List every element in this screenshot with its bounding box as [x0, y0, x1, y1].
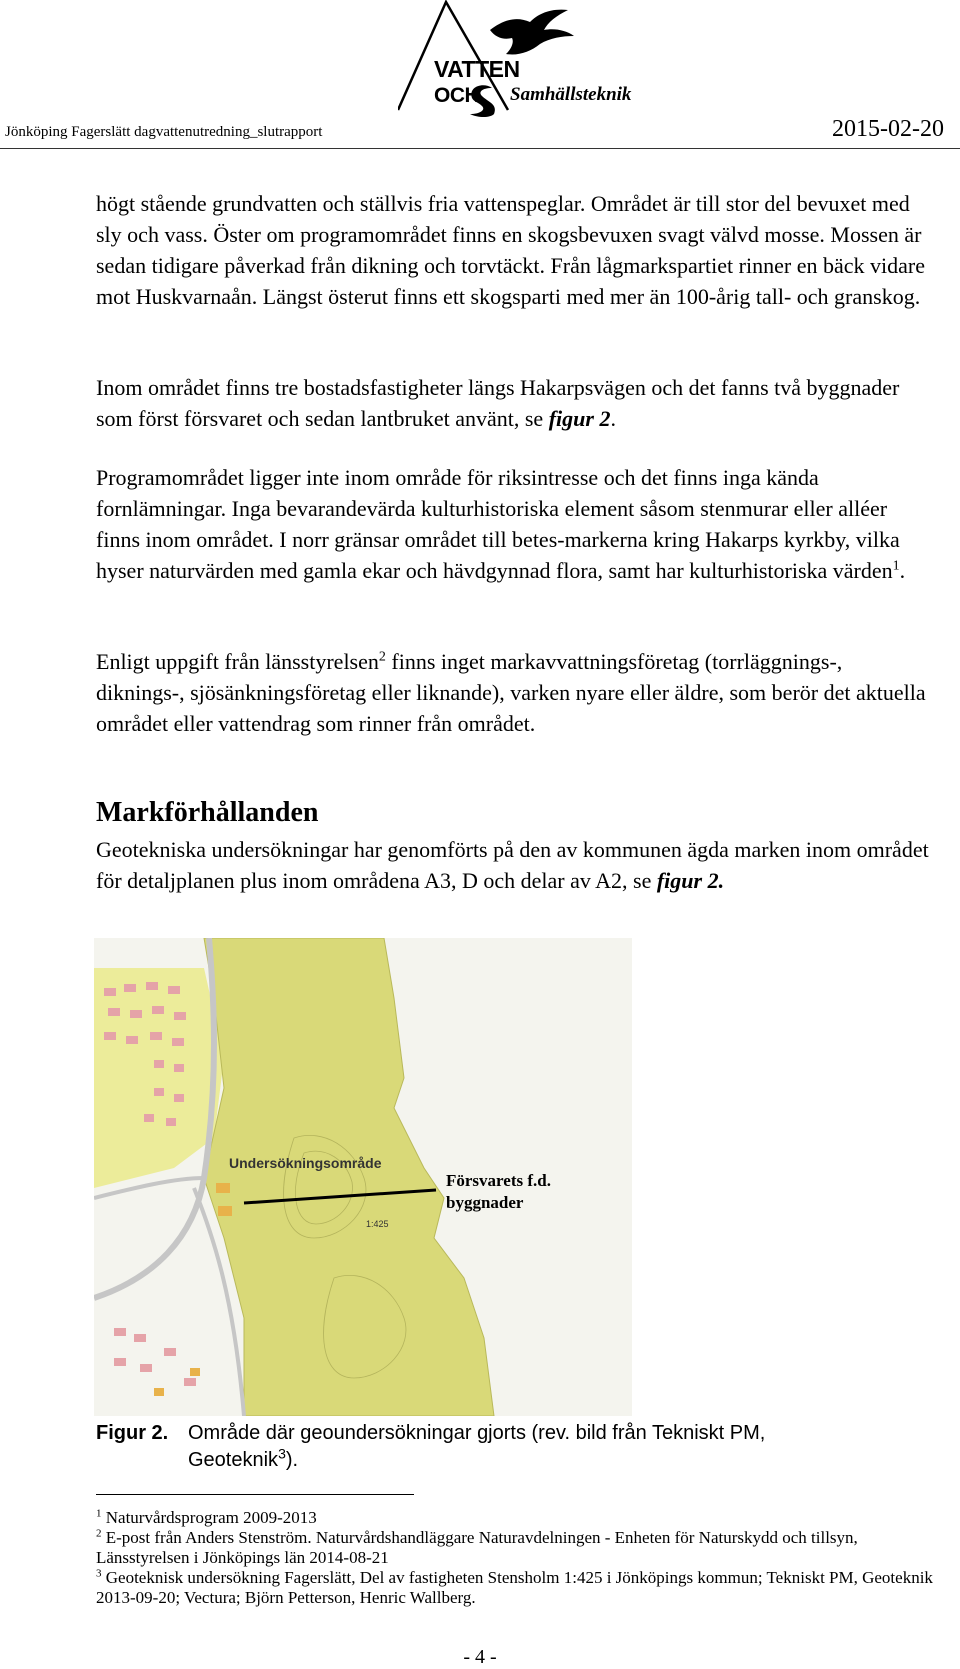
map-area-label: Undersökningsområde — [229, 1155, 382, 1171]
paragraph-area-description: högt stående grundvatten och ställvis fria vattenspeglar. Området är till stor del bevuxet med sly och vass. Öster om programområdet finns en skogsbevuxen svagt välvd mosse. Mossen är sedan tidigare påverkad från dikning och torvtäckt. Från lågmarkspartiet rinner en bäck vidare mot Huskvarnaån. Längst österut finns ett skogsparti med mer än 100-årig tall- och granskog. — [96, 191, 925, 309]
map-plot-number: 1:425 — [366, 1219, 389, 1229]
paragraph-drainage-rest: finns inget markavvattningsföretag (torrläggnings-, diknings-, sjösänkningsföretag eller liknande), varken nyare eller äldre, som berör det aktuella området eller vattendrag som rinner från området. — [96, 649, 926, 736]
footnote-1: $^1$ Naturvårdsprogram 2009-2013 — [96, 1507, 317, 1527]
paragraph-cultural-text: Programområdet ligger inte inom område för riksintresse och det finns inga kända fornlämningar. Inga bevarandevärda kulturhistoriska element såsom stenmurar eller alléer finns inom området. I norr gränsar området till betes-markerna kring Hakarps kyrkby, vilka hyser naturvärden med gamla ekar och hävdgynnad flora, samt har kulturhistoriska värden — [96, 465, 900, 583]
company-logo — [398, 0, 638, 120]
caption-line2: Geoteknik$^3$). — [188, 1445, 299, 1471]
paragraph-geotechnical — [96, 834, 936, 896]
footnote-ref-1: 1 — [892, 558, 900, 574]
figure-caption — [96, 1420, 896, 1474]
annotation-text-line1: Försvarets f.d. — [446, 1171, 551, 1190]
header-divider — [0, 148, 960, 149]
section-heading: Markförhållanden — [96, 797, 319, 828]
figure-reference-2: figur 2. — [656, 868, 725, 893]
paragraph-drainage — [96, 646, 936, 739]
paragraph-buildings-text: Inom området finns tre bostadsfastigheter längs Hakarpsvägen och det fanns två byggnader som först försvaret och sedan lantbruket använt, se — [96, 375, 900, 431]
annotation-text-line2: byggnader — [446, 1193, 524, 1212]
paragraph-cultural-values — [96, 462, 936, 586]
logo-text-samhallsteknik: Samhällsteknik — [510, 84, 632, 105]
paragraph-geotechnical-text: Geotekniska undersökningar har genomförts på den av kommunen ägda marken inom området för detaljplanen plus inom områdena A3, D och delar av A2, se — [96, 837, 929, 893]
paragraph-buildings-end: . — [610, 406, 616, 431]
logo-text-vatten: VATTEN — [434, 56, 520, 82]
footnote-ref-2: 2 — [378, 649, 386, 665]
page-number: - 4 - — [463, 1646, 497, 1668]
figure-reference: figur 2 — [548, 406, 611, 431]
header-document-name: Jönköping Fagerslätt dagvattenutredning_slutrapport — [5, 124, 323, 140]
footnotes — [96, 1508, 936, 1608]
caption-text: Område där geoundersökningar gjorts (rev. bild från Tekniskt PM, — [188, 1422, 766, 1444]
footnote-ref-3: 3 — [278, 1445, 286, 1462]
header-date: 2015-02-20 — [832, 116, 944, 142]
footnote-divider — [96, 1494, 414, 1495]
figure-map — [94, 938, 632, 1416]
footnote-3: $^3$ Geoteknisk undersökning Fagerslätt, Del av fastigheten Stensholm 1:425 i Jönköpings kommun; Tekniskt PM, Geoteknik 2013-09-20; Vectura; Björn Petterson, Henric Wallberg. — [96, 1567, 933, 1607]
logo-text-och: OCH — [434, 84, 480, 107]
caption-label: Figur 2. — [96, 1422, 169, 1444]
paragraph-cultural-end: . — [899, 558, 906, 583]
bird-icon — [490, 10, 574, 55]
paragraph-buildings — [96, 372, 936, 434]
footnote-2: $^2$ E-post från Anders Stenström. Naturvårdshandläggare Naturavdelningen - Enheten för Naturskydd och tillsyn, Länsstyrelsen i Jönköpings län 2014-08-21 — [96, 1527, 858, 1567]
paragraph-drainage-start: Enligt uppgift från länsstyrelsen — [96, 649, 379, 674]
